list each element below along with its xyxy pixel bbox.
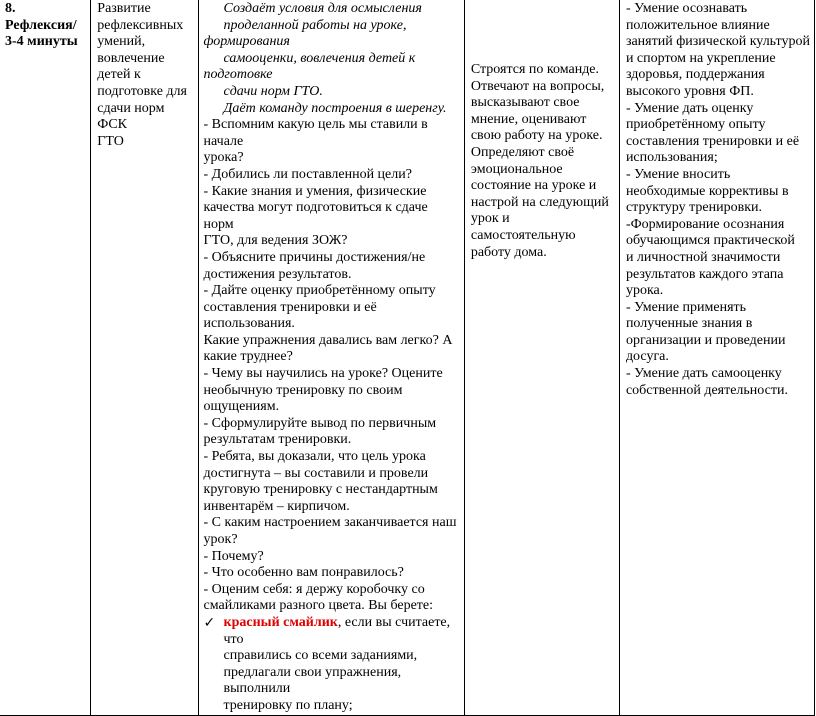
result-line: занятий физической культурой [625,34,810,50]
teacher-question-line: результатам тренировки. [203,432,352,448]
teacher-intro-line: самооценки, вовлечения детей к подготовке [203,50,416,83]
teacher-question-line: смайликами разного цвета. Вы берете: [203,598,434,614]
teacher-question-line: - Дайте оценку приобретённому опыту [203,283,436,299]
teacher-intro-line: проделанной работы на уроке, формирования [203,17,407,50]
teacher-question-line: - Почему? [203,548,264,564]
teacher-question-line: Какие упражнения давались вам легко? А [203,332,453,348]
teacher-question-line: - Какие знания и умения, физические [203,183,427,199]
student-activity-line: Определяют своё [470,144,575,160]
teacher-question-line: достигнута – вы составили и провели [203,465,429,481]
goal-text-line: рефлексивных [97,17,184,33]
teacher-question-line: необычную тренировку по своим [203,382,403,398]
teacher-question-line: ощущениям. [203,399,280,415]
stage-number: 8. [5,1,16,16]
check-list-item [204,615,461,648]
student-activity-line: Строятся по команде. [470,62,600,77]
teacher-question-line: инвентарём – кирпичом. [203,498,350,514]
result-line: - Умение дать самооценку [625,366,782,382]
student-activity-line: состояние на уроке и [470,178,597,194]
result-line: обучающимся практической [625,233,795,249]
result-line: досуга. [625,349,669,365]
student-activity-line: Отвечают на вопросы, [470,78,605,94]
student-activity-line: мнение, оценивают [470,111,587,127]
teacher-command: Даёт команду построения в шеренгу. [223,100,447,116]
teacher-question-line: - Что особенно вам понравилось? [203,565,404,581]
teacher-question-line: составления тренировки и её использования. [203,299,377,332]
result-line: необходимые коррективы в [625,183,789,199]
teacher-question-line: - Вспомним какую цель мы ставили в начале [203,117,428,149]
teacher-intro-line: Создаёт условия для осмысления [223,1,422,16]
student-activity-line: свою работу на уроке. [470,128,603,144]
result-line: - Умение применять [625,299,747,315]
stage-name: Рефлексия/ [5,17,77,33]
check-item-line: справились со всеми заданиями, [223,648,418,664]
teacher-question-line: - Чему вы научились на уроке? Оцените [203,366,443,382]
result-line: здоровья, поддержания [625,67,765,83]
result-line: высокого уровня ФП. [625,83,754,99]
result-line: полученные знания в [625,316,753,332]
goal-text-line: детей к [97,67,141,83]
student-activity-cell [464,0,619,715]
result-line: и спортом на укрепление [625,50,776,66]
goal-text-line: вовлечение [97,50,165,66]
result-line: положительное влияние [625,17,770,33]
teacher-intro-line: сдачи норм ГТО. [223,83,323,99]
student-activity-line: настрой на следующий [470,194,609,210]
goal-cell [91,0,198,715]
stage-duration: 3-4 минуты [5,34,78,50]
checkmark-icon: ✓ [203,614,216,631]
stage-cell [0,0,91,715]
result-line: - Умение вносить [625,166,731,182]
teacher-question-line: ГТО, для ведения ЗОЖ? [203,233,348,249]
teacher-question-line: - Ребята, вы доказали, что цель урока [203,449,426,465]
teacher-question-line: - Оценим себя: я держу коробочку со [203,581,425,597]
teacher-question-line: урока? [203,150,244,166]
result-line: использования; [625,150,718,166]
result-line: организации и проведении [625,332,786,348]
teacher-question-line: урок? [203,532,238,547]
teacher-question-line: качества могут подготовиться к сдаче норм [203,200,428,232]
teacher-question-line: - Объясните причины достижения/не [203,249,426,265]
result-line: - Умение дать оценку [625,100,754,116]
result-line: приобретённому опыту [625,117,766,133]
teacher-activity-cell [198,0,464,715]
goal-text-line: ГТО [97,133,124,149]
result-line: - Умение осознавать [625,1,748,16]
student-activity-line: урок и [470,211,510,227]
student-activity-line: работу дома. [470,244,547,260]
result-line: результатов каждого этапа [625,266,784,282]
result-line: урока. [625,283,664,299]
result-line: составления тренировки и её [625,133,800,149]
student-activity-line: высказывают свое [470,95,580,111]
teacher-question-line: - Сформулируйте вывод по первичным [203,415,437,431]
result-line: -Формирование осознания [625,216,785,232]
red-smiley-label: красный смайлик [223,614,338,630]
teacher-question-line: - Добились ли поставленной цели? [203,166,412,182]
student-activity-line: самостоятельную [470,227,576,243]
teacher-question-line: круговую тренировку с нестандартным [203,482,438,498]
goal-text-line: сдачи норм ФСК [97,100,165,133]
result-line: и личностной значимости [625,249,781,265]
student-activity-line: эмоциональное [470,161,563,177]
result-line: собственной деятельности. [625,382,788,398]
result-line: структуру тренировки. [625,200,763,216]
check-item-line: предлагали свои упражнения, выполнили [223,664,402,697]
teacher-question-line: какие труднее? [203,349,293,365]
goal-text-line: подготовке для [97,83,187,99]
goal-text-line: умений, [97,34,146,50]
goal-text-line: Развитие [97,1,151,16]
results-cell [619,0,814,715]
teacher-question-line: - С каким настроением заканчивается наш [203,515,457,531]
check-item-line: тренировку по плану; [223,697,353,713]
check-item-text: , если вы считаете, что [223,614,451,647]
teacher-question-line: достижения результатов. [203,266,352,282]
